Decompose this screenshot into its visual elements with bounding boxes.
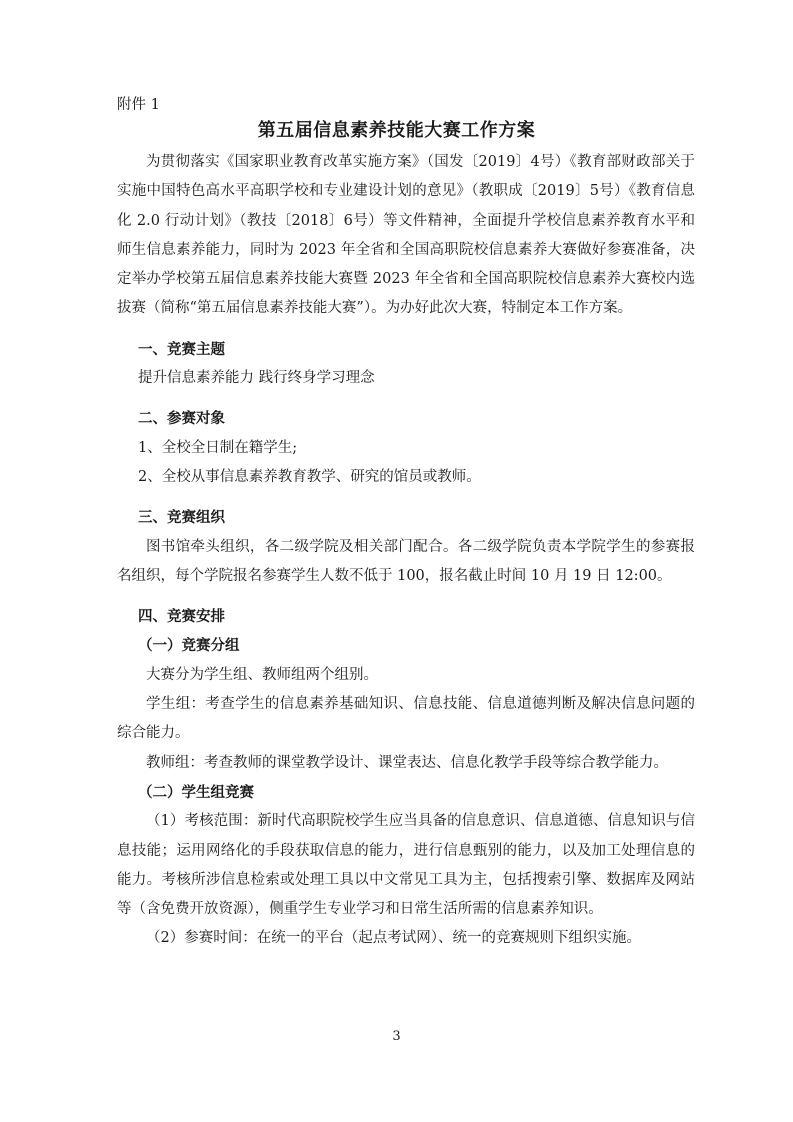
document-title: 第五届信息素养技能大赛工作方案 bbox=[257, 120, 536, 141]
section-3-heading: 三、竞赛组织 bbox=[138, 509, 225, 527]
section-4-sub-1-p1: 大赛分为学生组、教师组两个组别。 bbox=[146, 666, 378, 683]
section-4-heading: 四、竞赛安排 bbox=[138, 608, 225, 626]
section-1-heading: 一、竞赛主题 bbox=[138, 340, 225, 358]
section-2-item-1: 1、全校全日制在籍学生; bbox=[138, 439, 298, 456]
page-number: 3 bbox=[392, 1029, 401, 1044]
section-2-heading: 二、参赛对象 bbox=[138, 410, 225, 428]
attachment-label: 附件 1 bbox=[117, 97, 160, 113]
section-4-sub-2-p2: （2）参赛时间：在统一的平台（起点考试网）、统一的竞赛规则下组织实施。 bbox=[146, 930, 641, 947]
document-body bbox=[117, 148, 695, 954]
section-1-text: 提升信息素养能力 践行终身学习理念 bbox=[138, 370, 375, 387]
section-4-sub-2-p1: （1）考核范围：新时代高职院校学生应当具备的信息意识、信息道德、信息知识与信息技能；运用网络化的手段获取信息的能力，进行信息甄别的能力，以及加工处理信息的能力。考核所涉信息检索或处理工具以中文常见工具为主，包括搜索引擎、数据库及网站等（含免费开放资源），侧重学生专业学习和日常生活所需的信息素养知识。 bbox=[117, 813, 695, 918]
section-4-sub-1-p3: 教师组：考查教师的课堂教学设计、课堂表达、信息化教学手段等综合教学能力。 bbox=[146, 754, 668, 771]
section-3-text: 图书馆牵头组织，各二级学院及相关部门配合。各二级学院负责本学院学生的参赛报名组织，每个学院报名参赛学生人数不低于 100，报名截止时间 10 月 19 日 12:00。 bbox=[117, 538, 695, 584]
intro-paragraph: 为贯彻落实《国家职业教育改革实施方案》（国发〔2019〕4号）《教育部财政部关于实施中国特色高水平高职学校和专业建设计划的意见》（教职成〔2019〕5号）《教育信息化 2.0 行动计划》（教技〔2018〕6号）等文件精神，全面提升学校信息素养教育水平和师生信息素养能力，同时为 2023 年全省和全国高职院校信息素养大赛做好参赛准备，决定举办学校第五届信息素养技能大赛暨 2023 年全省和全国高职院校信息素养大赛校内选拔赛（简称“第五届信息素养技能大赛”）。为办好此次大赛，特制定本工作方案。 bbox=[117, 154, 695, 317]
section-4-sub-1-heading: （一）竞赛分组 bbox=[138, 637, 240, 655]
section-4-sub-2-heading: （二）学生组竞赛 bbox=[138, 783, 254, 801]
section-2-item-2: 2、全校从事信息素养教育教学、研究的馆员或教师。 bbox=[138, 468, 481, 485]
section-4-sub-1-p2: 学生组：考查学生的信息素养基础知识、信息技能、信息道德判断及解决信息问题的综合能力。 bbox=[117, 696, 695, 742]
